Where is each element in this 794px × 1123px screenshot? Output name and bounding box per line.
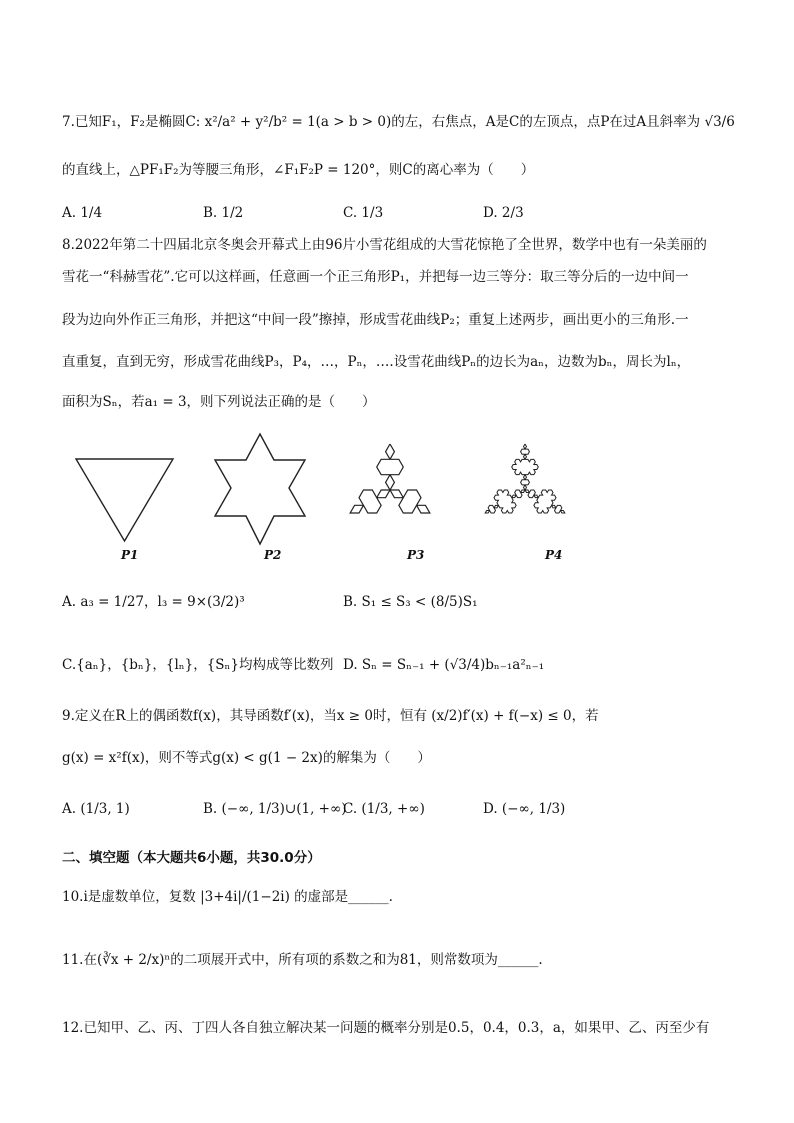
q9-option-a: A. (1/3, 1) (62, 801, 130, 817)
q7-stem-line2: 的直线上，△PF₁F₂为等腰三角形，∠F₁F₂P = 120°，则C的离心率为（ ） (62, 162, 535, 178)
q8-option-b: B. S₁ ≤ S₃ < (8/5)S₁ (343, 594, 478, 610)
q7-option-a: A. 1/4 (62, 205, 103, 221)
koch-figure-p4 (470, 430, 580, 550)
q8-stem-line2: 雪花一“科赫雪花”.它可以这样画，任意画一个正三角形P₁，并把每一边三等分：取三等分后的一边中间一 (62, 269, 689, 285)
koch-figure-p1 (72, 455, 177, 545)
q8-option-a: A. a₃ = 1/27，l₃ = 9×(3/2)³ (62, 594, 245, 610)
q8-stem-line4: 直重复，直到无穷，形成雪花曲线P₃，P₄，…，Pₙ，….设雪花曲线Pₙ的边长为aₙ，边数为bₙ，周长为lₙ， (62, 354, 691, 370)
q7-option-d: D. 2/3 (483, 205, 524, 221)
section-title-fill-in: 二、填空题（本大题共6小题，共30.0分） (62, 850, 321, 866)
q8-stem-line1: 8.2022年第二十四届北京冬奥会开幕式上由96片小雪花组成的大雪花惊艳了全世界，数学中也有一朵美丽的 (62, 237, 707, 253)
q8-stem-line3: 段为边向外作正三角形，并把这“中间一段”擦掉，形成雪花曲线P₂；重复上述两步，画出更小的三角形.一 (62, 312, 689, 328)
figure-label-p2: P2 (264, 548, 282, 562)
q9-stem-line1: 9.定义在R上的偶函数f(x)，其导函数f′(x)，当x ≥ 0时，恒有 (x/2)f′(x) + f(−x) ≤ 0，若 (62, 708, 599, 724)
q9-option-c: C. (1/3, +∞) (343, 801, 425, 817)
q9-stem-line2: g(x) = x²f(x)，则不等式g(x) < g(1 − 2x)的解集为（ ） (62, 750, 431, 766)
q8-stem-line5: 面积为Sₙ，若a₁ = 3，则下列说法正确的是（ ） (62, 394, 376, 410)
q8-option-d: D. Sₙ = Sₙ₋₁ + (√3/4)bₙ₋₁a²ₙ₋₁ (343, 657, 545, 673)
q8-option-c: C.{aₙ}，{bₙ}，{lₙ}，{Sₙ}均构成等比数列 (62, 657, 334, 673)
koch-figure-p3 (335, 430, 445, 550)
q7-option-c: C. 1/3 (343, 205, 384, 221)
q11-stem: 11.在(∛x + 2/x)ⁿ的二项展开式中，所有项的系数之和为81，则常数项为______. (62, 952, 543, 968)
q9-option-d: D. (−∞, 1/3) (483, 801, 566, 817)
figure-label-p3: P3 (407, 548, 425, 562)
figure-label-p4: P4 (545, 548, 563, 562)
q12-stem: 12.已知甲、乙、丙、丁四人各自独立解决某一问题的概率分别是0.5，0.4，0.3，a，如果甲、乙、丙至少有 (62, 1020, 710, 1036)
q7-stem-line1: 7.已知F₁，F₂是椭圆C: x²/a² + y²/b² = 1(a > b > 0)的左，右焦点，A是C的左顶点，点P在过A且斜率为 √3/6 (62, 114, 735, 130)
koch-figure-p2 (205, 430, 315, 550)
q9-option-b: B. (−∞, 1/3)∪(1, +∞) (203, 801, 347, 817)
q7-option-b: B. 1/2 (203, 205, 244, 221)
figure-label-p1: P1 (121, 548, 139, 562)
q10-stem: 10.i是虚数单位，复数 |3+4i|/(1−2i) 的虚部是______. (62, 889, 393, 905)
